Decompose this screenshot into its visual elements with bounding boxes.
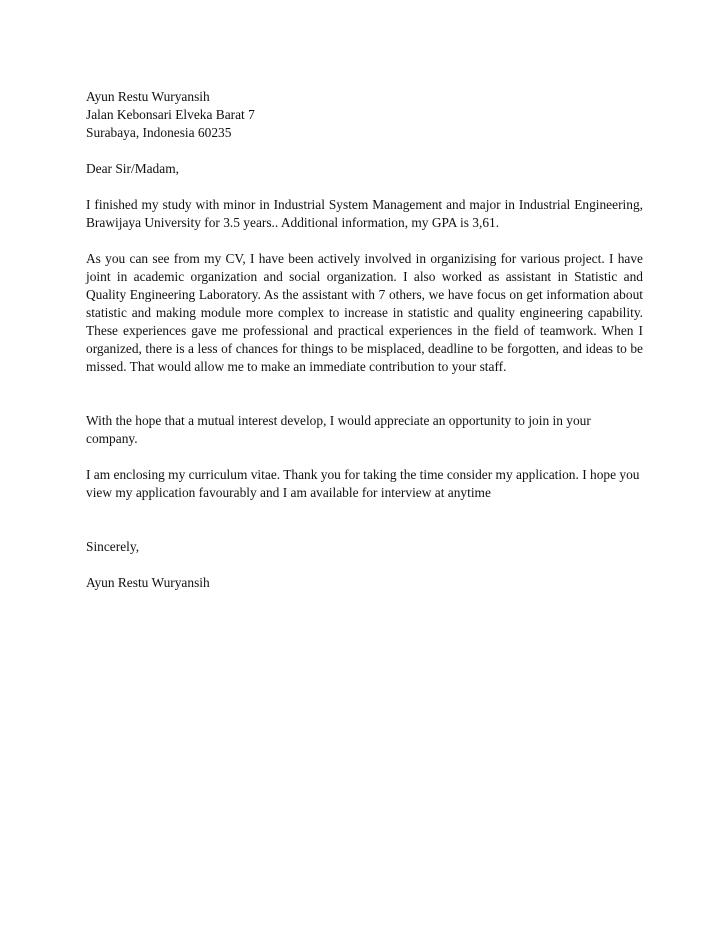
paragraph-experience: As you can see from my CV, I have been actively involved in organizising for various project. I have joint in academic organization and social organization. I also worked as assistant in Statistic and Quality Engineering Laboratory. As the assistant with 7 others, we have focus on get information about statistic and making module more complex to increase in statistic and quality engineering capability. These experiences gave me professional and practical experiences in the field of teamwork. When I organized, there is a less of chances for things to be misplaced, deadline to be forgotten, and ideas to be missed. That would allow me to make an immediate contribution to your staff. — [86, 251, 643, 374]
salutation: Dear Sir/Madam, — [86, 161, 179, 176]
closing: Sincerely, — [86, 539, 140, 554]
signature-name: Ayun Restu Wuryansih — [86, 575, 210, 590]
sender-city: Surabaya, Indonesia 60235 — [86, 125, 232, 140]
sender-street: Jalan Kebonsari Elveka Barat 7 — [86, 107, 255, 122]
paragraph-hope: With the hope that a mutual interest develop, I would appreciate an opportunity to join in your company. — [86, 413, 591, 446]
paragraph-education: I finished my study with minor in Industrial System Management and major in Industrial Engineering, Brawijaya University for 3.5 years.. Additional information, my GPA is 3,61. — [86, 197, 643, 230]
sender-name: Ayun Restu Wuryansih — [86, 89, 210, 104]
cover-letter — [86, 88, 643, 592]
paragraph-enclosure: I am enclosing my curriculum vitae. Thank you for taking the time consider my application. I hope you view my application favourably and I am available for interview at anytime — [86, 467, 640, 500]
